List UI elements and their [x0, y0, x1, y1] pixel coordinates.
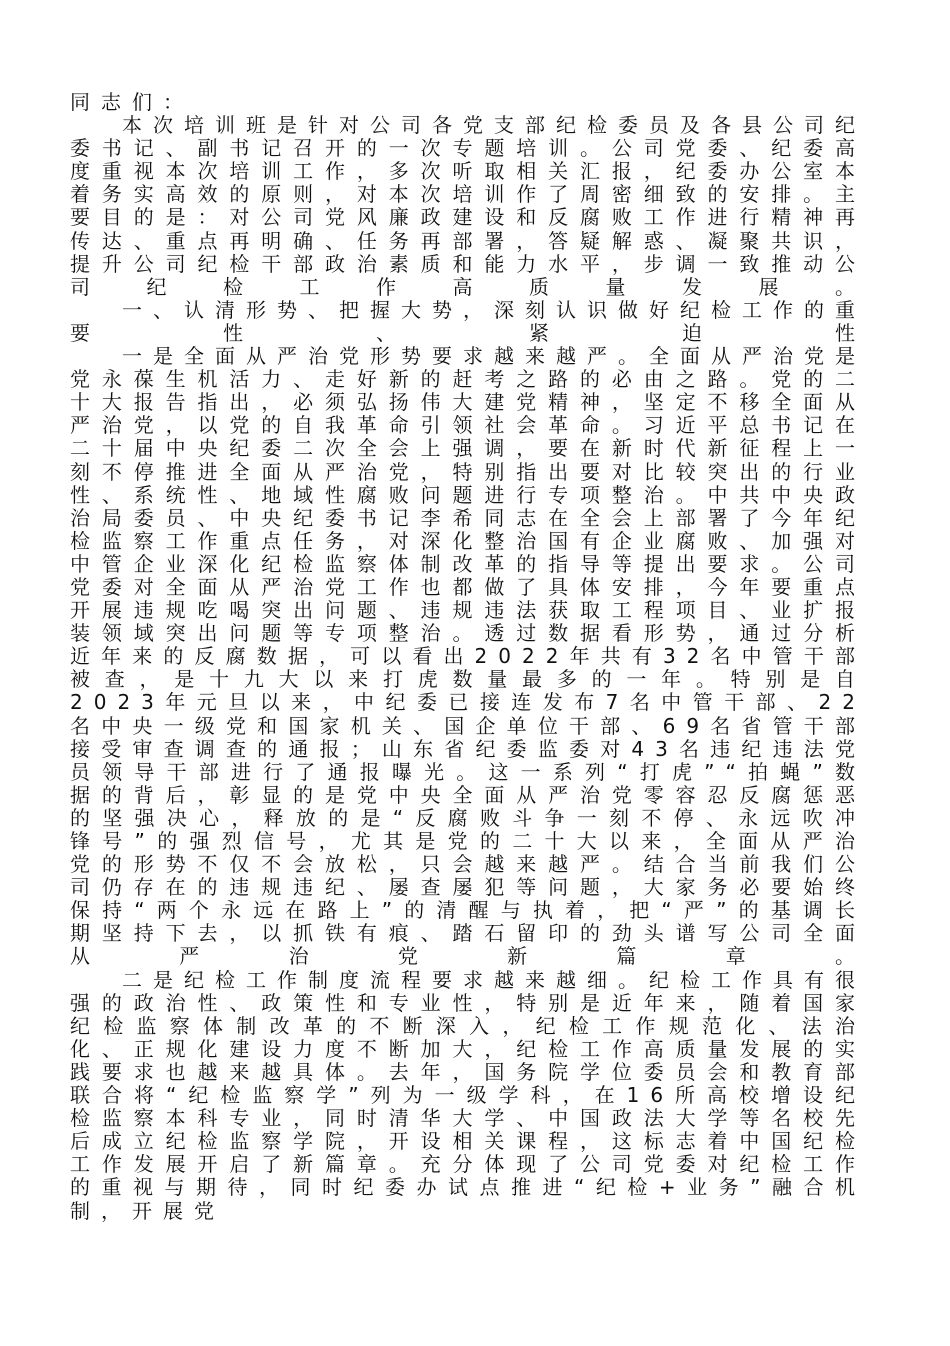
document-body: [70, 91, 866, 1223]
section-heading: 一、认清形势、把握大势，深刻认识做好纪检工作的重要性、紧迫性: [70, 297, 866, 345]
paragraph-point-one: 一是全面从严治党形势要求越来越严。全面从严治党是党永葆生机活力、走好新的赶考之路的必由之路。党的二十大报告指出，必须弘扬伟大建党精神，坚定不移全面从严治党，以党的自我革命引领社会革命。习近平总书记在二十届中央纪委二次全会上强调，要在新时代新征程上一刻不停推进全面从严治党，特别指出要对比较突出的行业性、系统性、地域性腐败问题进行专项整治。中共中央政治局委员、中央纪委书记李希同志在全会上部署了今年纪检监察工作重点任务，对深化整治国有企业腐败、加强对中管企业深化纪检监察体制改革的指导等提出要求。公司党委对全面从严治党工作也都做了具体安排，今年要重点开展违规吃喝突出问题、违规违法获取工程项目、业扩报装领域突出问题等专项整治。透过数据看形势，通过分析近年来的反腐数据，可以看出2022年共有32名中管干部被查，是十九大以来打虎数量最多的一年。特别是自2023年元旦以来，中纪委已接连发布7名中管干部、22名中央一级党和国家机关、国企单位干部、69名省管干部接受审查调查的通报；山东省纪委监委对43名违纪违法党员领导干部进行了通报曝光。这一系列“打虎”“拍蝇”数据的背后，彰显的是党中央全面从严治党零容忍反腐惩恶的坚强决心，释放的是“反腐败斗争一刻不停、永远吹冲锋号”的强烈信号，尤其是党的二十大以来，全面从严治党的形势不仅不会放松，只会越来越严。结合当前我们公司仍存在的违规违纪、屡查屡犯等问题，大家务必要始终保持“两个永远在路上”的清醒与执着，把“严”的基调长期坚持下去，以抓铁有痕、踏石留印的劲头谱写公司全面从严治党新篇章。: [70, 344, 866, 969]
salutation: 同志们：: [70, 90, 194, 114]
paragraph-intro: 本次培训班是针对公司各党支部纪检委员及各县公司纪委书记、副书记召开的一次专题培训。公司党委、纪委高度重视本次培训工作，多次听取相关汇报，纪委办公室本着务实高效的原则，对本次培训作了周密细致的安排。主要目的是：对公司党风廉政建设和反腐败工作进行精神再传达、重点再明确、任务再部署，答疑解惑、凝聚共识，提升公司纪检干部政治素质和能力水平，步调一致推动公司纪检工作高质量发展。: [70, 113, 866, 299]
paragraph-point-two: 二是纪检工作制度流程要求越来越细。纪检工作具有很强的政治性、政策性和专业性，特别是近年来，随着国家纪检监察体制改革的不断深入，纪检工作规范化、法治化、正规化建设力度不断加大，纪检工作高质量发展的实践要求也越来越具体。去年，国务院学位委员会和教育部联合将“纪检监察学”列为一级学科，在16所高校增设纪检监察本科专业，同时清华大学、中国政法大学等名校先后成立纪检监察学院，开设相关课程，这标志着中国纪检工作发展开启了新篇章。充分体现了公司党委对纪检工作的重视与期待，同时纪委办试点推进“纪检+业务”融合机制，开展党: [70, 967, 866, 1223]
